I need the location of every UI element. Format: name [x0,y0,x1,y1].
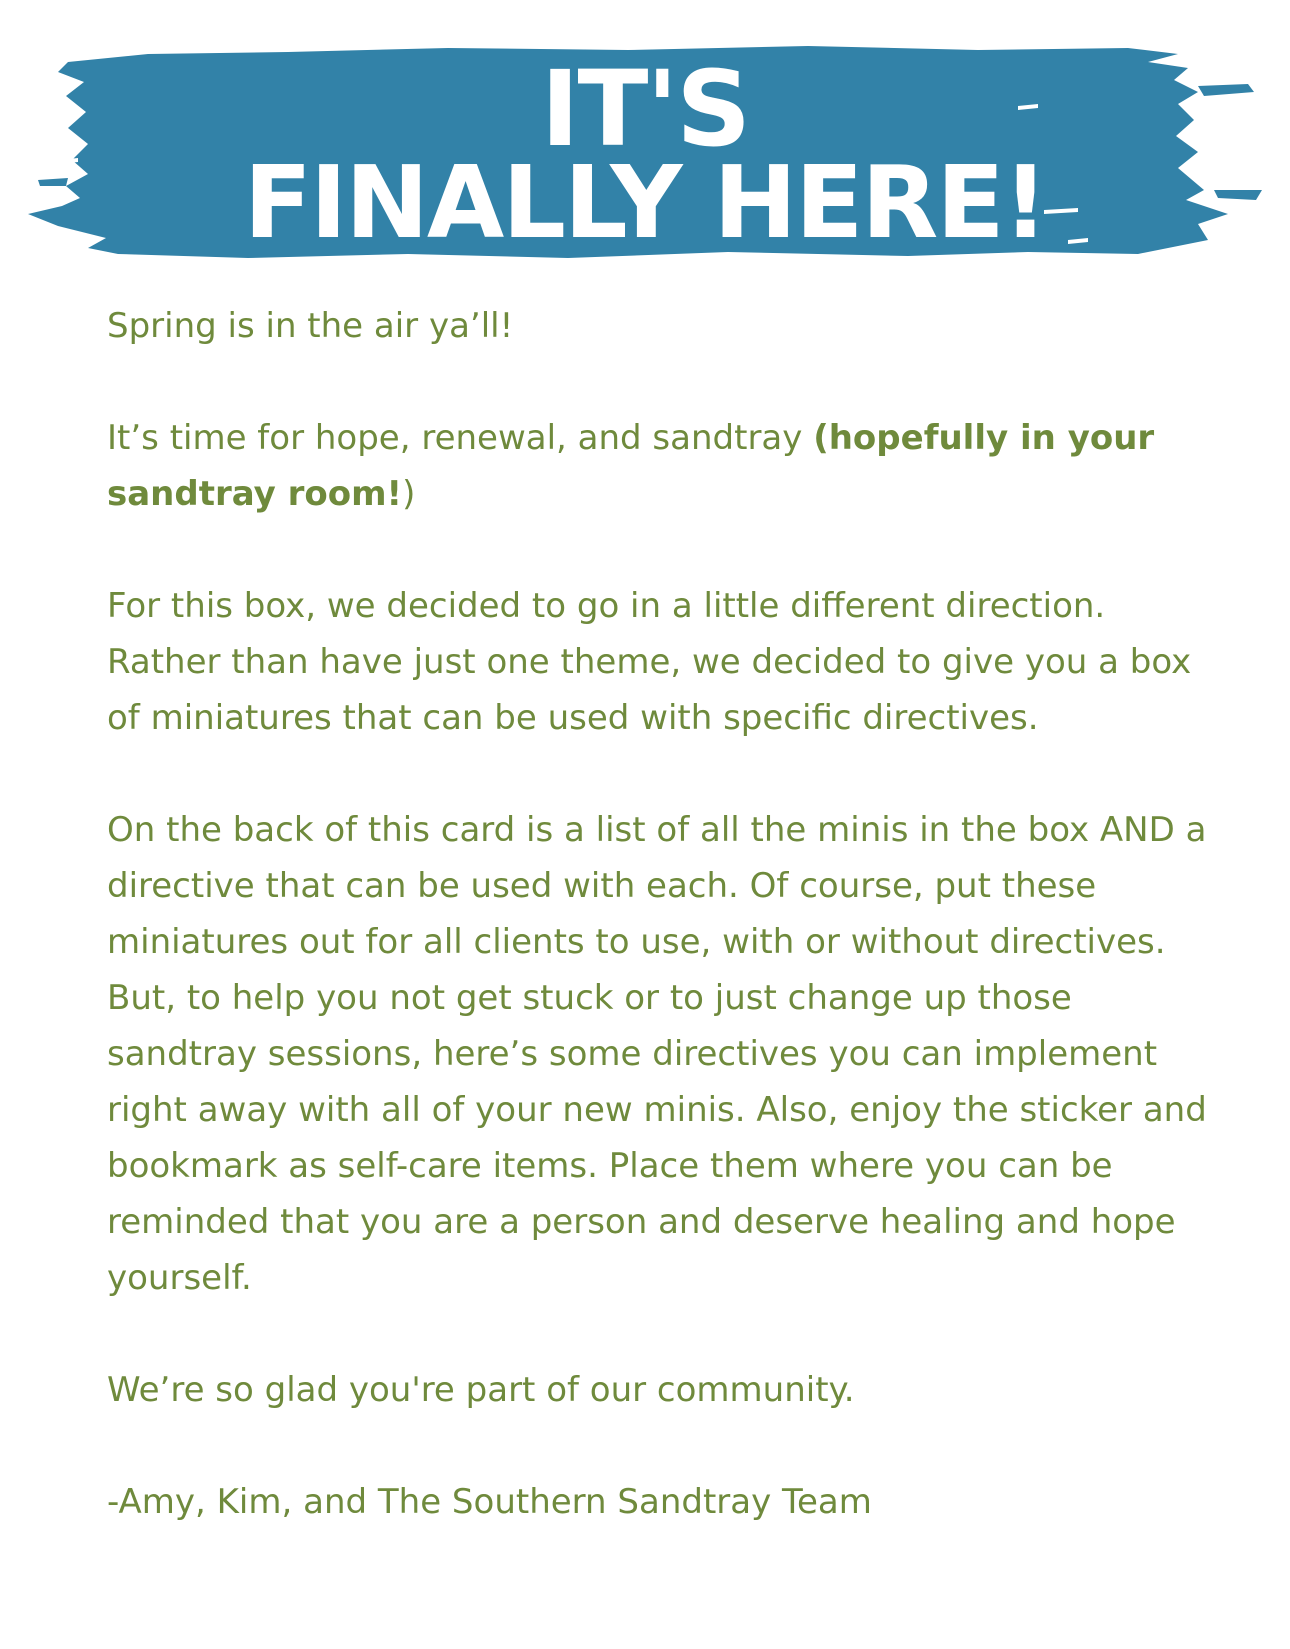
community-paragraph: We’re so glad you're part of our community. [107,1370,855,1410]
hope-text: It’s time for hope, renewal, and sandtray [107,418,814,458]
title-line-1: IT'S [540,48,750,170]
greeting-paragraph: Spring is in the air ya’ll! [107,306,514,346]
hope-bold-text: (hopefully in your sandtray room! [107,418,1155,514]
back-of-card-paragraph: On the back of this card is a list of all the minis in the box AND a directive that can be used with each. Of course, put these miniatures out for all clients to use, with or without directives. But, to help you not get stuck or to just change up those sandtray sessions, here’s some directives you can implement right away with all of your new minis. Also, enjoy the sticker and bookmark as self-care items. Place them where you can be reminded that you are a person and deserve healing and hope yourself. [107,810,1207,1298]
hope-close-paren: ) [402,474,416,514]
title-line-2: FINALLY HERE! [243,144,1047,261]
hope-paragraph [107,410,1207,522]
box-paragraph: For this box, we decided to go in a little different direction. Rather than have just one theme, we decided to give you a box of miniatures that can be used with specific directives. [107,586,1192,738]
signature: -Amy, Kim, and The Southern Sandtray Team [107,1482,872,1522]
header-banner [28,40,1262,272]
letter-body [107,298,1207,1586]
page-title [28,40,1262,272]
